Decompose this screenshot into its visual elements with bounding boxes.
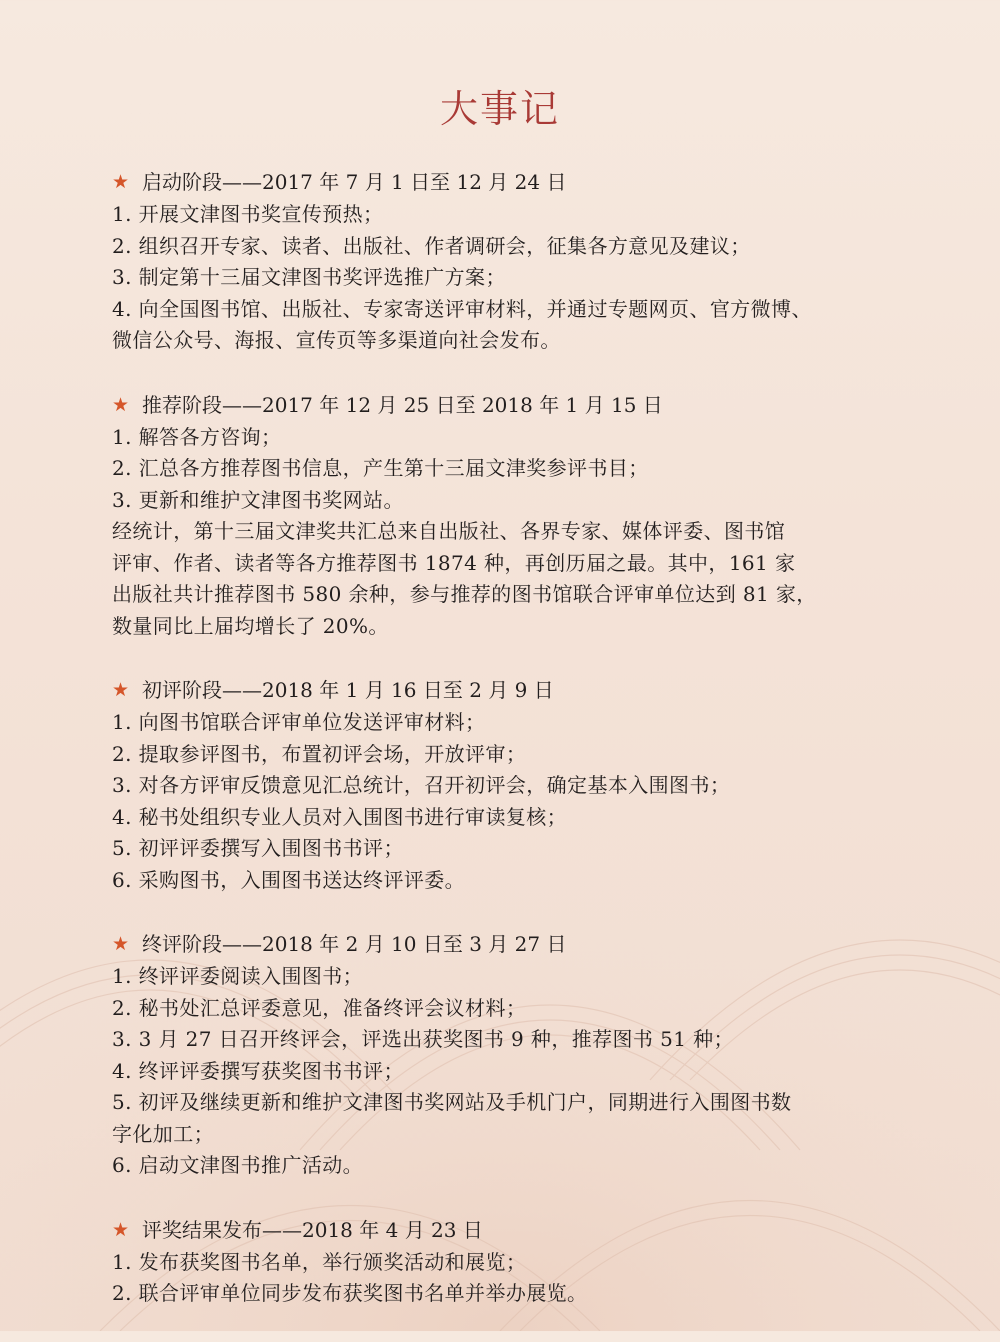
list-item: 2. 汇总各方推荐图书信息，产生第十三届文津奖参评书目； — [112, 456, 649, 480]
list-item: 4. 秘书处组织专业人员对入围图书进行审读复核； — [112, 804, 568, 829]
list-item: 6. 启动文津图书推广活动。 — [112, 1153, 364, 1177]
list-item: 微信公众号、海报、宣传页等多渠道向社会发布。 — [112, 328, 561, 352]
star-icon: ★ — [112, 679, 130, 701]
list-item: 3. 3 月 27 日召开终评会，评选出获奖图书 9 种，推荐图书 51 种； — [112, 1027, 734, 1051]
list-item: 2. 组织召开专家、读者、出版社、作者调研会，征集各方意见及建议； — [112, 233, 751, 258]
section-results-release — [112, 1214, 902, 1310]
timeline-content — [112, 166, 902, 1342]
list-item: 1. 解答各方咨询； — [112, 424, 282, 449]
list-item: 4. 终评评委撰写获奖图书书评； — [112, 1058, 404, 1083]
section-heading — [112, 389, 902, 422]
list-item: 5. 初评评委撰写入围图书书评； — [112, 836, 404, 860]
list-item: 2. 联合评审单位同步发布获奖图书名单并举办展览。 — [112, 1281, 588, 1305]
page-title: 大事记 — [439, 87, 560, 131]
statistics-paragraph: 经统计，第十三届文津奖共汇总来自出版社、各界专家、媒体评委、图书馆 评审、作者、读者等各方推荐图书 1874 种，再创历届之最。其中，161 家 出版社共计推荐图书 580 余种，参与推荐的图书馆联合评审单位达到 81 家， 数量同比上届均增长了 20%。 — [112, 519, 817, 638]
section-heading — [112, 166, 902, 199]
list-item: 6. 采购图书，入围图书送达终评评委。 — [112, 867, 466, 892]
star-icon: ★ — [112, 1218, 130, 1241]
heading-text: 启动阶段——2017 年 7 月 1 日至 12 月 24 日 — [142, 170, 567, 194]
list-item: 4. 向全国图书馆、出版社、专家寄送评审材料，并通过专题网页、官方微博、 — [112, 296, 812, 321]
list-item: 3. 对各方评审反馈意见汇总统计，召开初评会，确定基本入围图书； — [112, 773, 731, 797]
list-item: 1. 发布获奖图书名单，举行颁奖活动和展览； — [112, 1249, 527, 1274]
list-item: 2. 提取参评图书，布置初评会场，开放评审； — [112, 741, 527, 766]
list-item: 5. 初评及继续更新和维护文津图书奖网站及手机门户，同期进行入围图书数 — [112, 1090, 792, 1114]
list-item: 3. 更新和维护文津图书奖网站。 — [112, 487, 404, 512]
heading-text: 评奖结果发布——2018 年 4 月 23 日 — [142, 1217, 483, 1242]
heading-text: 终评阶段——2018 年 2 月 10 日至 3 月 27 日 — [142, 932, 567, 956]
star-icon: ★ — [112, 171, 130, 193]
star-icon: ★ — [112, 393, 130, 416]
section-heading — [112, 1214, 902, 1247]
section-final-review — [112, 928, 902, 1182]
section-heading — [112, 928, 902, 961]
list-item: 1. 开展文津图书奖宣传预热； — [112, 202, 384, 226]
heading-text: 推荐阶段——2017 年 12 月 25 日至 2018 年 1 月 15 日 — [142, 392, 663, 417]
heading-text: 初评阶段——2018 年 1 月 16 日至 2 月 9 日 — [142, 678, 554, 702]
list-item: 1. 向图书馆联合评审单位发送评审材料； — [112, 710, 486, 734]
section-heading — [112, 674, 902, 707]
section-preliminary-review — [112, 674, 902, 896]
list-item: 字化加工； — [112, 1121, 214, 1146]
section-recommend — [112, 389, 902, 643]
list-item: 3. 制定第十三届文津图书奖评选推广方案； — [112, 265, 506, 289]
list-item: 1. 终评评委阅读入围图书； — [112, 964, 364, 988]
list-item: 2. 秘书处汇总评委意见，准备终评会议材料； — [112, 995, 527, 1020]
section-launch — [112, 166, 902, 357]
star-icon: ★ — [112, 933, 130, 955]
